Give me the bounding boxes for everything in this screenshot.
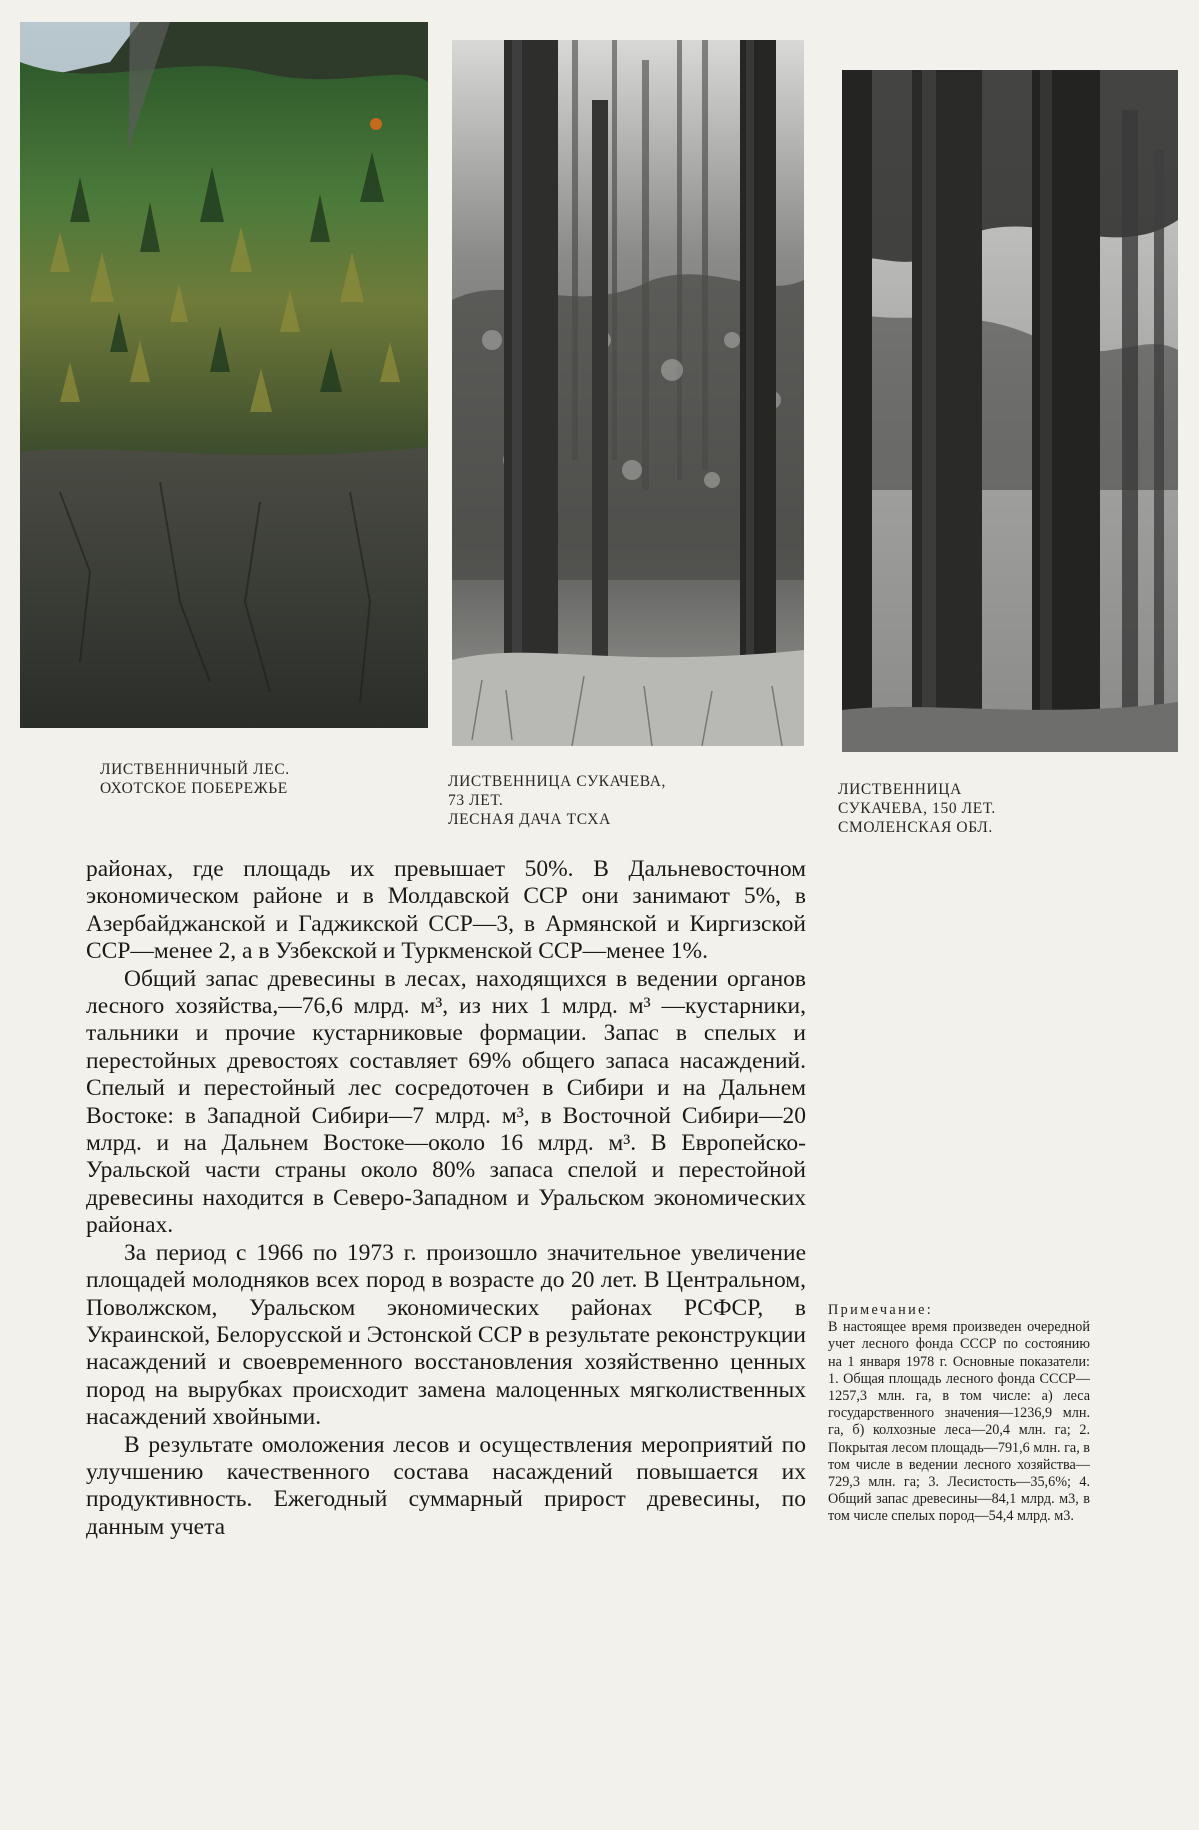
caption-line: ЛИСТВЕННИЦА СУКАЧЕВА, [448, 773, 667, 790]
body-paragraph: районах, где площадь их превышает 50%. В Дальневосточном экономическом районе и в Молдавской ССР они занимают 5%, в Азербайджанской и Гаджикской ССР—3, в Армянской и Киргизской ССР—менее 2, а в Узбекской и Туркменской ССР—менее 1%. [86, 856, 806, 965]
caption-line: ЛИСТВЕННИЧНЫЙ ЛЕС. [100, 761, 290, 778]
photo-caption [448, 772, 666, 829]
photo-sukachev-larch-150-image [842, 70, 1178, 752]
photo-sukachev-larch-73 [452, 40, 804, 746]
caption-line: СМОЛЕНСКАЯ ОБЛ. [838, 819, 993, 836]
note-body: В настоящее время произведен очередной учет лесного фонда СССР по состоянию на 1 января 1978 г. Основные показатели: 1. Общая площадь лесного фонда СССР—1257,3 млн. га, в том числе: а) леса государственного значения—1236,9 млн. га, б) колхозные леса—20,4 млн. га; 2. Покрытая лесом площадь—791,6 млн. га, в том числе в ведении лесного хозяйства—729,3 млн. га; 3. Лесистость—35,6%; 4. Общий запас древесины—84,1 млрд. м3, в том числе спелых пород—54,4 млрд. м3. [828, 1319, 1090, 1525]
body-paragraph: Общий запас древесины в лесах, находящихся в ведении органов лесного хозяйства,—76,6 млрд. м³, из них 1 млрд. м³ —кустарники, тальники и прочие кустарниковые формации. Запас в спелых и перестойных древостоях составляет 69% общего запаса насаждений. Спелый и перестойный лес сосредоточен в Сибири и на Дальнем Востоке: в Западной Сибири—7 млрд. м³, в Восточной Сибири—20 млрд. и на Дальнем Востоке—около 16 млрд. м³. В Европейско-Уральской части страны около 80% запаса спелой и перестойной древесины находится в Северо-Западном и Уральском экономических районах. [86, 965, 806, 1239]
main-text-column [86, 856, 806, 1541]
photo-larch-forest-okhotsk [20, 22, 428, 728]
note-title: Примечание: [828, 1302, 934, 1318]
caption-line: ЛЕСНАЯ ДАЧА ТСХА [448, 811, 611, 828]
photo-sukachev-larch-73-image [452, 40, 804, 746]
photo-sukachev-larch-150 [842, 70, 1178, 752]
body-paragraph: В результате омоложения лесов и осуществления мероприятий по улучшению качественного состава насаждений повышается их продуктивность. Ежегодный суммарный прирост древесины, по данным учета [86, 1431, 806, 1540]
caption-line: 73 ЛЕТ. [448, 792, 504, 809]
body-paragraph: За период с 1966 по 1973 г. произошло значительное увеличение площадей молодняков всех пород в возрасте до 20 лет. В Центральном, Поволжском, Уральском экономических районах РСФСР, в Украинской, Белорусской и Эстонской ССР в результате реконструкции насаждений и своевременного восстановления хозяйственно ценных пород на вырубках происходит замена малоценных мягколиственных насаждений хвойными. [86, 1239, 806, 1431]
side-note [828, 1302, 1090, 1526]
photo-caption [838, 780, 996, 837]
photo-larch-forest-okhotsk-image [20, 22, 428, 728]
caption-line: СУКАЧЕВА, 150 ЛЕТ. [838, 800, 996, 817]
photo-caption [100, 760, 290, 798]
caption-line: ОХОТСКОЕ ПОБЕРЕЖЬЕ [100, 780, 288, 797]
caption-line: ЛИСТВЕННИЦА [838, 781, 962, 798]
